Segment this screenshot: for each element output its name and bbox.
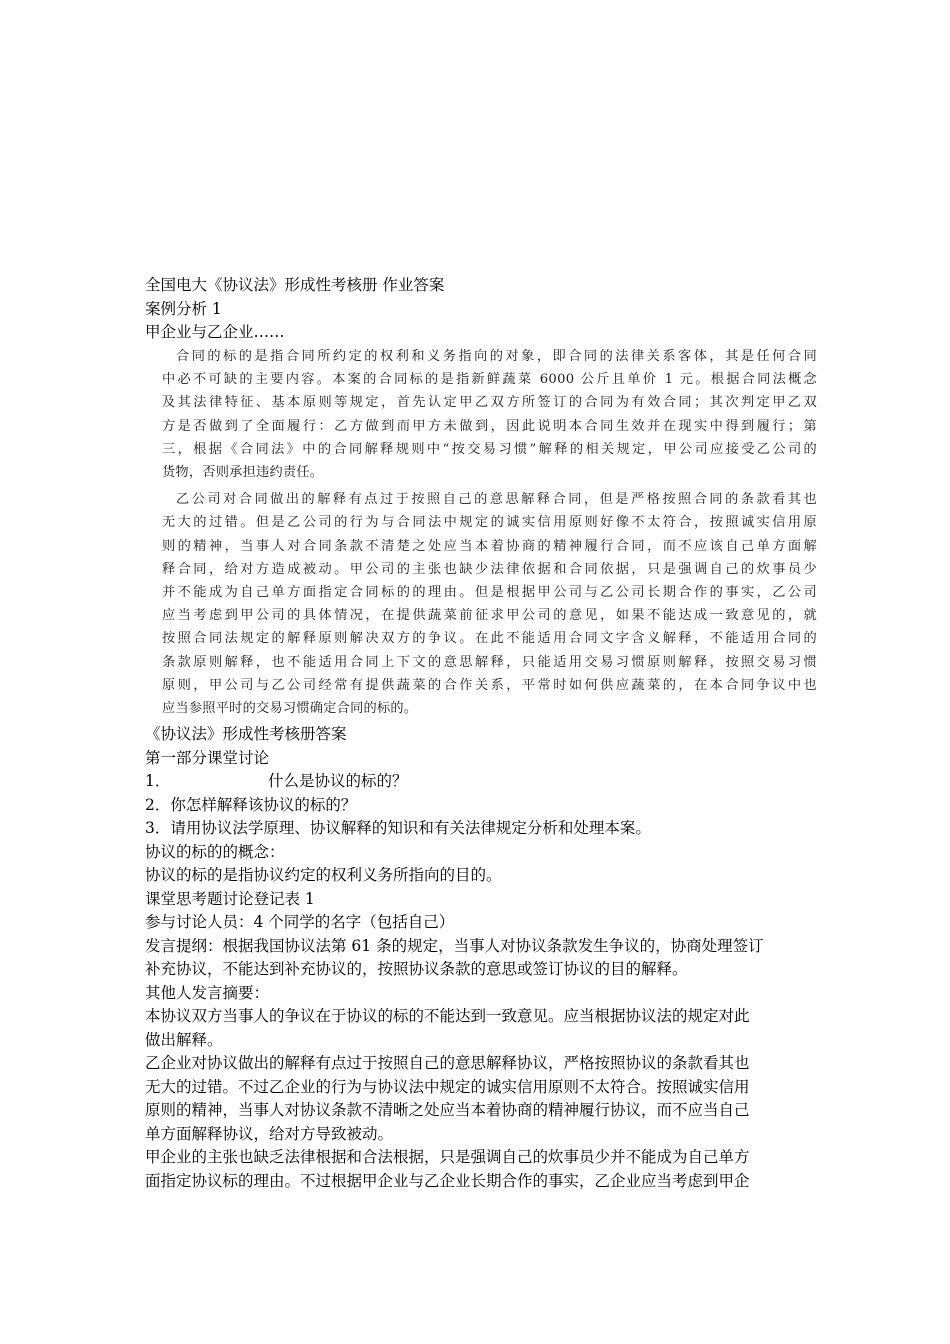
scanned-line: 按照合同法规定的解释原则解决双方的争议。在此不能适用合同文字含义解释，不能适用合同的	[162, 631, 817, 647]
scanned-line: 货物，否则承担违约责任。	[162, 465, 324, 481]
question-item	[145, 770, 810, 794]
scanned-line: 应当参照平时的交易习惯确定合同的标的。	[162, 701, 418, 717]
question-item	[145, 794, 810, 818]
speech-outline-line: 发言提纲：根据我国协议法第 61 条的规定，当事人对协议条款发生争议的，协商处理签订	[145, 936, 764, 955]
scanned-line: 无大的过错。但是乙公司的行为与合同法中规定的诚实信用原则好像不太符合，按照诚实信用原	[162, 515, 817, 531]
scanned-line: 三，根据《合同法》中的合同解释规则中“按交易习惯”解释的相关规定，甲公司应接受乙公司的	[162, 441, 817, 457]
scanned-line: 中必不可缺的主要内容。本案的合同标的是指新鲜蔬菜 6000 公斤且单价 1 元。根据合同法概念	[162, 372, 817, 388]
speech-outline-line: 补充协议，不能达到补充协议的，按照协议条款的意思或签订协议的目的解释。	[145, 960, 688, 978]
summary-line: 无大的过错。不过乙企业的行为与协议法中规定的诚实信用原则不太符合。按照诚实信用	[145, 1077, 750, 1096]
concept-label: 协议的标的的概念：	[145, 842, 285, 861]
scanned-line: 条款原则解释，也不能适用合同上下文的意思解释，只能适用交易习惯原则解释，按照交易习惯	[162, 654, 817, 670]
summary-line: 原则的精神，当事人对协议条款不清晰之处应当本着协商的精神履行协议，而不应当自己	[145, 1101, 750, 1119]
summary-paragraph	[145, 1005, 810, 1052]
scanned-excerpt	[162, 345, 817, 720]
part-one-heading: 第一部分课堂讨论	[145, 748, 270, 767]
summary-line: 本协议双方当事人的争议在于协议的标的不能达到一致意见。应当根据协议法的规定对此	[145, 1007, 750, 1025]
question-text: 什么是协议的标的？	[268, 772, 408, 790]
scanned-line: 合同的标的是指合同所约定的权利和义务指向的对象，即合同的法律关系客体，其是任何合同	[176, 349, 817, 364]
scanned-line: 乙公司对合同做出的解释有点过于按照自己的意思解释合同，但是严格按照合同的条款看其也	[176, 492, 817, 508]
question-number: 2．	[145, 795, 171, 814]
question-text: 你怎样解释该协议的标的？	[170, 795, 357, 814]
scanned-paragraph-1	[162, 345, 817, 484]
speech-outline	[145, 935, 810, 982]
question-text: 请用协议法学原理、协议解释的知识和有关法律规定分析和处理本案。	[170, 819, 651, 837]
scanned-line: 方是否做到了全面履行：乙方做到而甲方未做到，因此说明本合同生效并在现实中得到履行；第	[162, 418, 817, 434]
summary-line: 乙企业对协议做出的解释有点过于按照自己的意思解释协议，严格按照协议的条款看其也	[145, 1054, 750, 1072]
case-intro: 甲企业与乙企业……	[145, 323, 285, 341]
question-number: 3．	[145, 819, 171, 837]
answers-section	[145, 723, 810, 1193]
summary-line: 做出解释。	[145, 1030, 223, 1049]
concept-text: 协议的标的是指协议约定的权利义务所指向的目的。	[145, 866, 502, 884]
summary-paragraph	[145, 1052, 810, 1146]
answers-heading: 《协议法》形成性考核册答案	[145, 725, 347, 743]
scanned-line: 及其法律特征、基本原则等规定，首先认定甲乙双方所签订的合同为有效合同；其次判定甲乙双	[162, 395, 817, 411]
question-number: 1．	[145, 772, 171, 790]
summary-paragraph	[145, 1146, 810, 1193]
scanned-line: 并不能成为自己单方面指定合同标的的理由。但是根据甲公司与乙公司长期合作的事实，乙公司	[162, 585, 817, 601]
summary-line: 甲企业的主张也缺乏法律根据和合法根据，只是强调自己的炊事员少并不能成为自己单方	[145, 1148, 750, 1166]
others-label: 其他人发言摘要：	[145, 983, 270, 1002]
scanned-paragraph-2	[162, 488, 817, 720]
scanned-line: 原则，甲公司与乙公司经常有提供蔬菜的合作关系，平常时如何供应蔬菜的，在本合同争议中也	[162, 677, 817, 693]
question-item	[145, 817, 810, 841]
summary-line: 面指定协议标的理由。不过根据甲企业与乙企业长期合作的事实，乙企业应当考虑到甲企	[145, 1171, 750, 1190]
scanned-line: 释合同，给对方造成被动。甲公司的主张也缺少法律依据和合同依据，只是强调自己的炊事员少	[162, 561, 817, 577]
document-title: 全国电大《协议法》形成性考核册 作业答案	[145, 276, 445, 294]
document-header	[145, 274, 810, 345]
form-title: 课堂思考题讨论登记表 1	[145, 889, 315, 908]
summary-line: 单方面解释协议，给对方导致被动。	[145, 1124, 394, 1143]
scanned-line: 应当考虑到甲公司的具体情况，在提供蔬菜前征求甲公司的意见，如果不能达成一致意见的，就	[162, 608, 817, 624]
scanned-line: 则的精神，当事人对合同条款不清楚之处应当本着协商的精神履行合同，而不应该自己单方面解	[162, 538, 817, 554]
case-heading: 案例分析 1	[145, 299, 222, 318]
participants: 参与讨论人员：4 个同学的名字（包括自己）	[145, 913, 455, 931]
